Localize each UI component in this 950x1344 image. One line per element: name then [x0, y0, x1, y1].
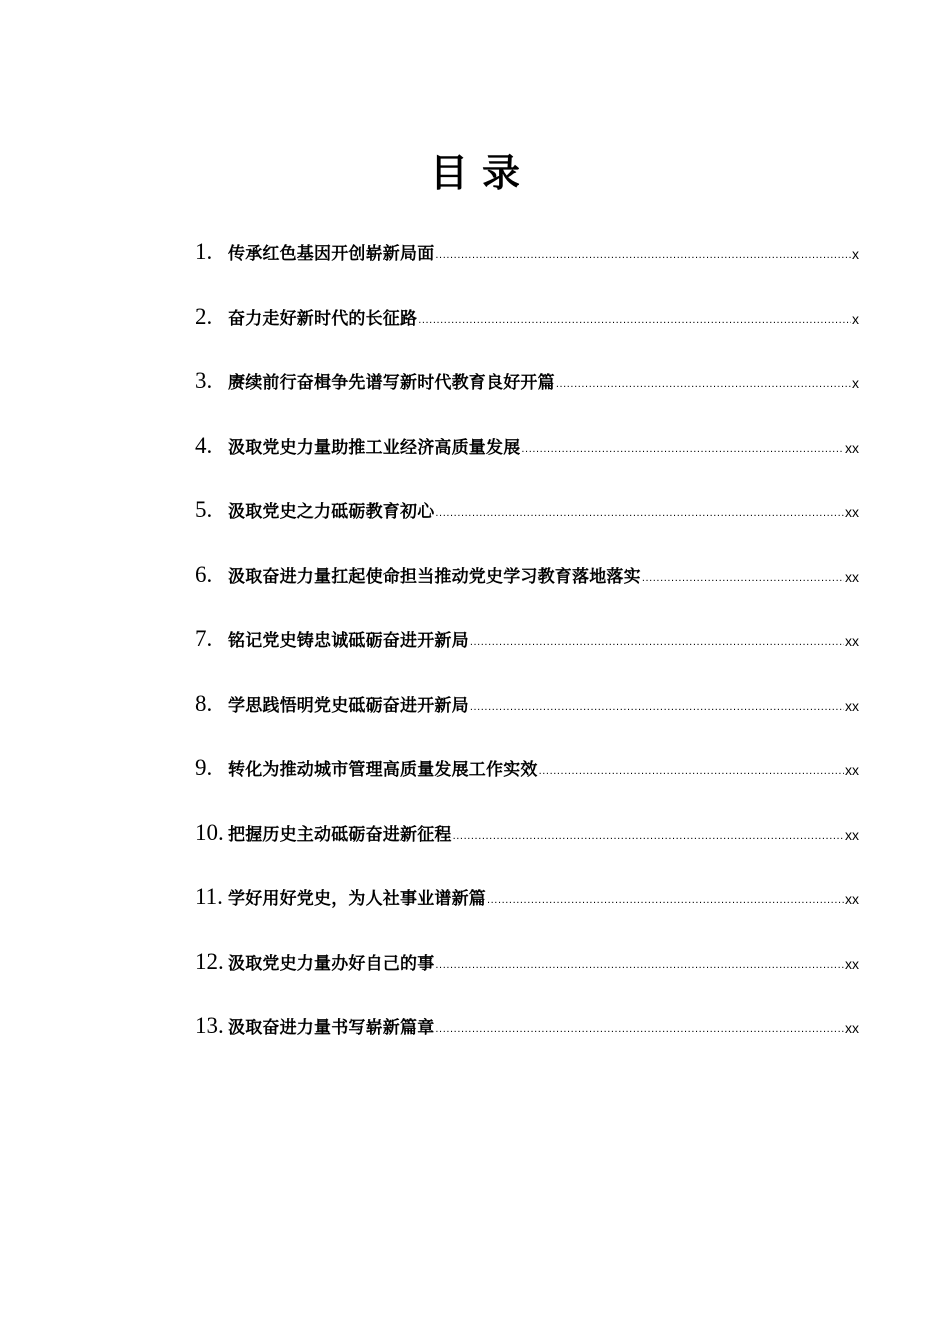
dot-leader [470, 691, 844, 723]
dot-leader [539, 755, 844, 787]
toc-entry-8[interactable] [195, 688, 859, 753]
toc-entry-title: 汲取党史力量助推工业经济高质量发展 [228, 437, 521, 458]
toc-entry-title: 把握历史主动砥砺奋进新征程 [228, 824, 452, 845]
toc-entry-2[interactable] [195, 301, 859, 366]
toc-entry-title: 汲取奋进力量扛起使命担当推动党史学习教育落地落实 [228, 566, 641, 587]
table-of-contents [195, 236, 859, 1075]
toc-entry-number: 5. [195, 497, 213, 522]
toc-entry-page: xx [845, 762, 859, 778]
toc-entry-number: 4. [195, 432, 213, 458]
toc-entry-page: xx [845, 504, 859, 520]
toc-entry-title: 传承红色基因开创崭新局面 [228, 244, 435, 264]
toc-entry-title: 学好用好党史，为人社事业谱新篇 [228, 889, 486, 909]
dot-leader [435, 239, 851, 271]
toc-entry-number: 3. [195, 368, 213, 393]
toc-entry-page: x [852, 246, 859, 262]
dot-leader [418, 304, 851, 336]
toc-entry-page: xx [845, 955, 859, 972]
toc-entry-number: 1. [195, 239, 213, 264]
toc-entry-number: 13. [195, 1013, 224, 1038]
toc-entry-title: 奋力走好新时代的长征路 [228, 308, 418, 329]
toc-entry-11[interactable] [195, 881, 859, 946]
dot-leader [435, 497, 844, 529]
toc-entry-5[interactable] [195, 494, 859, 559]
toc-entry-number: 2. [195, 303, 213, 329]
toc-entry-page: x [852, 310, 859, 327]
toc-entry-page: xx [845, 697, 859, 714]
dot-leader [487, 884, 844, 916]
toc-entry-page: x [852, 375, 859, 391]
toc-entry-number: 7. [195, 626, 213, 651]
toc-entry-4[interactable] [195, 430, 859, 495]
dot-leader [521, 433, 844, 465]
toc-entry-number: 10. [195, 819, 224, 845]
toc-entry-title: 铭记党史铸忠诚砥砺奋进开新局 [228, 631, 469, 651]
dot-leader [642, 562, 844, 594]
toc-entry-title: 汲取奋进力量书写崭新篇章 [228, 1018, 435, 1038]
toc-entry-title: 汲取党史力量办好自己的事 [228, 953, 435, 974]
toc-entry-page: xx [845, 891, 859, 907]
toc-entry-page: xx [845, 1020, 859, 1036]
dot-leader [435, 949, 844, 981]
toc-entry-number: 9. [195, 755, 213, 780]
dot-leader [435, 1013, 844, 1045]
dot-leader [470, 626, 844, 658]
toc-entry-page: xx [845, 633, 859, 649]
toc-entry-title: 赓续前行奋楫争先谱写新时代教育良好开篇 [228, 373, 555, 393]
toc-entry-3[interactable] [195, 365, 859, 430]
toc-entry-10[interactable] [195, 817, 859, 882]
dot-leader [556, 368, 851, 400]
toc-entry-number: 6. [195, 561, 213, 587]
toc-entry-page: xx [845, 439, 859, 456]
toc-entry-9[interactable] [195, 752, 859, 817]
toc-entry-6[interactable] [195, 559, 859, 624]
toc-entry-title: 汲取党史之力砥砺教育初心 [228, 502, 435, 522]
toc-entry-number: 12. [195, 948, 224, 974]
toc-entry-page: xx [845, 826, 859, 843]
toc-entry-page: xx [845, 568, 859, 585]
toc-entry-title: 学思践悟明党史砥砺奋进开新局 [228, 695, 469, 716]
toc-entry-number: 11. [195, 884, 223, 909]
toc-title: 目录 [429, 150, 534, 195]
toc-entry-7[interactable] [195, 623, 859, 688]
toc-entry-title: 转化为推动城市管理高质量发展工作实效 [228, 760, 538, 780]
dot-leader [453, 820, 844, 852]
toc-entry-1[interactable] [195, 236, 859, 301]
toc-entry-13[interactable] [195, 1010, 859, 1075]
toc-entry-number: 8. [195, 690, 213, 716]
toc-entry-12[interactable] [195, 946, 859, 1011]
